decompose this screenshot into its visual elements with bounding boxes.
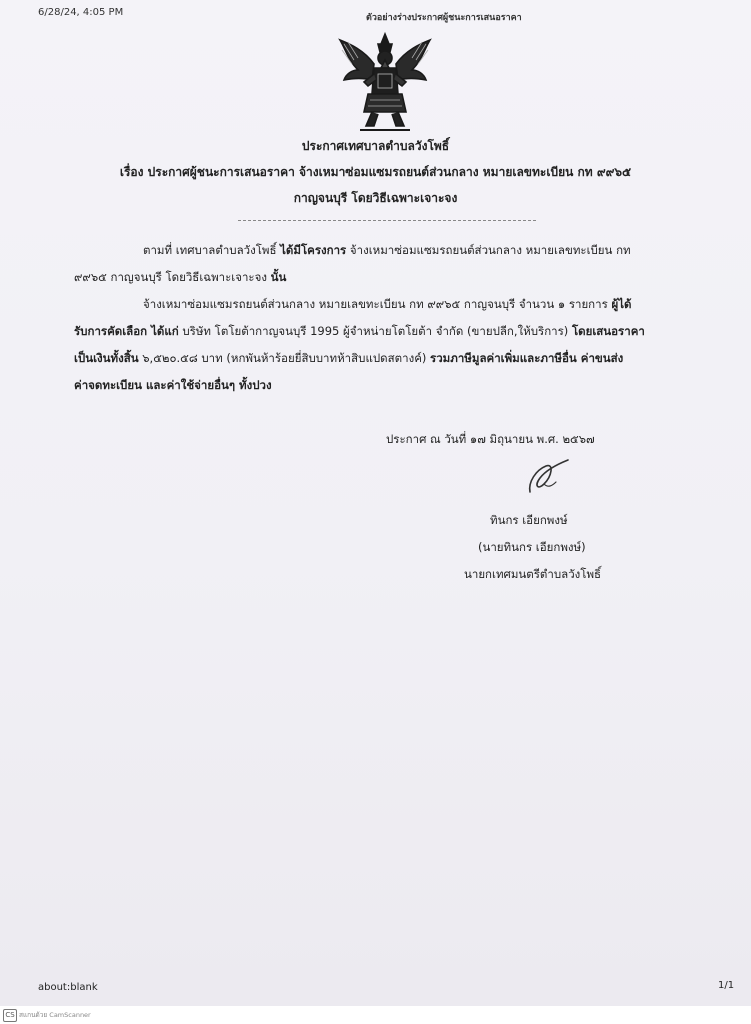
signatory-name: ทินกร เอียกพงษ์ [490, 513, 568, 527]
paragraph-2-line-3 [74, 350, 623, 368]
text-run-bold: นั้น [270, 270, 287, 284]
paragraph-2-line-2 [74, 323, 645, 341]
text-run-bold: รับการคัดเลือก ได้แก่ [74, 324, 179, 338]
print-footer-page: 1/1 [718, 980, 735, 991]
announcement-title: ประกาศเทศบาลตำบลวังโพธิ์ [301, 139, 450, 153]
text-run-bold: ผู้ได้ [611, 297, 632, 311]
paragraph-2-line-1 [143, 296, 631, 314]
print-datetime: 6/28/24, 4:05 PM [38, 7, 124, 18]
print-doc-label: ตัวอย่างร่างประกาศผู้ชนะการเสนอราคา [366, 13, 522, 23]
text-run-bold: ได้มีโครงการ [280, 243, 347, 257]
handwritten-signature [522, 456, 578, 498]
text-run: จ้างเหมาซ่อมแซมรถยนต์ส่วนกลาง หมายเลขทะเบียน กท ๙๙๖๕ กาญจนบุรี จำนวน ๑ รายการ [143, 297, 608, 311]
separator-line [238, 220, 536, 221]
text-run: ๙๙๖๕ กาญจนบุรี โดยวิธีเฉพาะเจาะจง [74, 270, 267, 284]
announcement-date: ประกาศ ณ วันที่ ๑๗ มิถุนายน พ.ศ. ๒๕๖๗ [386, 432, 595, 446]
announcement-subject-cont: กาญจนบุรี โดยวิธีเฉพาะเจาะจง [293, 191, 458, 205]
camscanner-text: สแกนด้วย CamScanner [19, 1011, 91, 1019]
signatory-position: นายกเทศมนตรีตำบลวังโพธิ์ [464, 567, 602, 581]
print-footer-url: about:blank [38, 982, 98, 993]
signatory-full-name: (นายทินกร เอียกพงษ์) [478, 540, 586, 554]
text-run: บริษัท โตโยต้ากาญจนบุรี 1995 ผู้จำหน่ายโตโยต้า จำกัด (ขายปลีก,ให้บริการ) [182, 324, 569, 338]
text-run-bold: รวมภาษีมูลค่าเพิ่มและภาษีอื่น ค่าขนส่ง [430, 351, 624, 365]
scanner-watermark-bar [0, 1006, 751, 1024]
text-run: จ้างเหมาซ่อมแซมรถยนต์ส่วนกลาง หมายเลขทะเบียน กท [349, 243, 631, 257]
text-run-bold: โดยเสนอราคา [571, 324, 645, 338]
text-run: ๖,๕๒๐.๕๘ บาท (หกพันห้าร้อยยี่สิบบาทห้าสิบแปดสตางค์) [142, 351, 427, 365]
paragraph-1-line-2 [74, 269, 286, 287]
announcement-subject: เรื่อง ประกาศผู้ชนะการเสนอราคา จ้างเหมาซ่อมแซมรถยนต์ส่วนกลาง หมายเลขทะเบียน กท ๙๙๖๕ [119, 165, 632, 179]
text-run: ตามที่ เทศบาลตำบลวังโพธิ์ [143, 243, 277, 257]
camscanner-logo-icon: CS [3, 1009, 17, 1022]
garuda-emblem [334, 30, 436, 134]
text-run-bold: เป็นเงินทั้งสิ้น [74, 351, 139, 365]
paragraph-1-line-1 [143, 242, 631, 260]
paragraph-2-line-4: ค่าจดทะเบียน และค่าใช้จ่ายอื่นๆ ทั้งปวง [74, 378, 272, 392]
